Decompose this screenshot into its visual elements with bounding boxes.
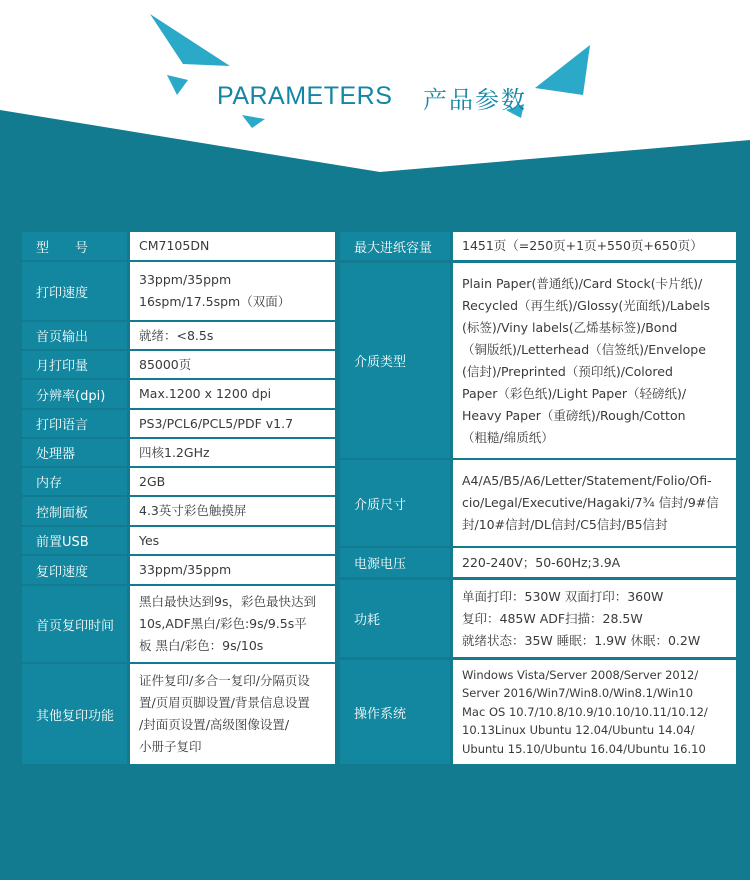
spec-value-line: Yes xyxy=(139,532,160,548)
header-banner xyxy=(0,0,750,230)
spec-label: 前置USB xyxy=(22,527,127,554)
spec-value-line: A4/A5/B5/A6/Letter/Statement/Folio/Ofi- xyxy=(462,473,712,488)
spec-label: 其他复印功能 xyxy=(22,664,127,764)
spec-value xyxy=(453,232,736,260)
spec-value-line: 220-240V；50-60Hz;3.9A xyxy=(462,554,621,570)
spec-label: 功耗 xyxy=(340,580,450,657)
spec-value-line: (标签)/Viny labels(乙烯基标签)/Bond xyxy=(462,319,678,335)
spec-label: 打印语言 xyxy=(22,410,127,437)
spec-row xyxy=(22,322,335,349)
spec-row xyxy=(340,548,736,577)
spec-value-line: 证件复印/多合一复印/分隔页设 xyxy=(139,673,310,688)
spec-value-line: 单面打印：530W 双面打印：360W xyxy=(462,588,664,604)
spec-label: 分辨率(dpi) xyxy=(22,380,127,408)
spec-value xyxy=(453,580,736,657)
spec-value xyxy=(130,351,335,378)
spec-value-line: 10s,ADF黑白/彩色:9s/9.5s平 xyxy=(139,616,307,631)
spec-value xyxy=(130,556,335,584)
spec-value xyxy=(130,497,335,525)
title-english: PARAMETERS xyxy=(217,82,393,110)
spec-value-line: Paper（彩色纸)/Light Paper（轻磅纸)/ xyxy=(462,385,687,401)
spec-label: 介质类型 xyxy=(340,263,450,458)
spec-value-line: 10.13Linux Ubuntu 12.04/Ubuntu 14.04/ xyxy=(462,723,695,738)
spec-value-line: （粗糙/绵质纸） xyxy=(462,429,554,445)
spec-row xyxy=(22,439,335,466)
spec-value xyxy=(130,664,335,764)
spec-value-line: Server 2016/Win7/Win8.0/Win8.1/Win10 xyxy=(462,686,694,701)
spec-row xyxy=(22,410,335,437)
spec-label: 处理器 xyxy=(22,439,127,466)
spec-value-line: Max.1200 x 1200 dpi xyxy=(139,386,272,401)
title-chinese: 产品参数 xyxy=(423,86,527,114)
spec-value-line: 1451页（=250页+1页+550页+650页） xyxy=(462,238,703,253)
spec-value-line: PS3/PCL6/PCL5/PDF v1.7 xyxy=(139,415,294,431)
spec-value-line: cio/Legal/Executive/Hagaki/7¾ 信封/9#信 xyxy=(462,495,719,510)
spec-label: 电源电压 xyxy=(340,548,450,577)
spec-value xyxy=(130,439,335,466)
spec-value-line: 就绪状态：35W 睡眠：1.9W 休眠：0.2W xyxy=(462,632,701,648)
spec-value-line: 2GB xyxy=(139,473,166,489)
spec-row xyxy=(22,527,335,554)
spec-row xyxy=(22,556,335,584)
spec-label: 内存 xyxy=(22,468,127,495)
spec-value xyxy=(130,322,335,349)
spec-value-line: 16spm/17.5spm（双面） xyxy=(139,294,291,309)
spec-label: 最大进纸容量 xyxy=(340,232,450,260)
spec-label: 介质尺寸 xyxy=(340,460,450,546)
spec-table xyxy=(22,232,736,764)
spec-value-line: 复印：485W ADF扫描：28.5W xyxy=(462,610,643,626)
spec-value xyxy=(130,468,335,495)
spec-value-line: Windows Vista/Server 2008/Server 2012/ xyxy=(462,667,699,682)
spec-row xyxy=(22,232,335,260)
banner-graphic xyxy=(0,0,750,230)
spec-label: 打印速度 xyxy=(22,262,127,320)
spec-row xyxy=(340,580,736,657)
spec-value-line: 四核1.2GHz xyxy=(139,444,210,460)
spec-label: 控制面板 xyxy=(22,497,127,525)
spec-row xyxy=(22,497,335,525)
spec-value-line: （铜版纸)/Letterhead（信签纸)/Envelope xyxy=(462,341,706,357)
spec-value xyxy=(130,262,335,320)
spec-row xyxy=(340,660,736,764)
spec-value-line: 4.3英寸彩色触摸屏 xyxy=(139,503,247,518)
spec-value-line: Mac OS 10.7/10.8/10.9/10.10/10.11/10.12/ xyxy=(462,704,708,719)
spec-label: 首页复印时间 xyxy=(22,586,127,662)
spec-value-line: 黑白最快达到9s，彩色最快达到 xyxy=(139,594,316,609)
spec-value-line: 33ppm/35ppm xyxy=(139,562,232,577)
spec-value xyxy=(453,263,736,458)
spec-row xyxy=(340,460,736,546)
spec-label: 型 号 xyxy=(22,232,127,260)
spec-value xyxy=(130,527,335,554)
spec-value xyxy=(453,460,736,546)
spec-value-line: Plain Paper(普通纸)/Card Stock(卡片纸)/ xyxy=(462,275,703,291)
spec-label: 首页输出 xyxy=(22,322,127,349)
spec-row xyxy=(340,263,736,458)
spec-value-line: 85000页 xyxy=(139,356,192,372)
spec-row xyxy=(22,262,335,320)
spec-row xyxy=(340,232,736,260)
spec-row xyxy=(22,380,335,408)
spec-value-line: 小册子复印 xyxy=(139,739,202,754)
spec-value-line: Heavy Paper（重磅纸)/Rough/Cotton xyxy=(462,407,686,423)
spec-value-line: CM7105DN xyxy=(139,238,210,253)
spec-label: 月打印量 xyxy=(22,351,127,378)
spec-value xyxy=(453,548,736,577)
spec-value-line: 封/10#信封/DL信封/C5信封/B5信封 xyxy=(462,517,668,532)
spec-value-line: Ubuntu 15.10/Ubuntu 16.04/Ubuntu 16.10 xyxy=(462,741,706,756)
spec-value-line: 33ppm/35ppm xyxy=(139,272,232,287)
spec-value-line: /封面页设置/高级图像设置/ xyxy=(139,717,290,732)
spec-value-line: 就绪：<8.5s xyxy=(139,327,214,343)
spec-value xyxy=(453,660,736,764)
spec-value xyxy=(130,586,335,662)
spec-row xyxy=(22,664,335,764)
spec-label: 操作系统 xyxy=(340,660,450,764)
spec-value-line: 板 黑白/彩色：9s/10s xyxy=(139,638,264,653)
spec-row xyxy=(22,351,335,378)
spec-value-line: 置/页眉页脚设置/背景信息设置 xyxy=(139,695,310,710)
spec-value xyxy=(130,410,335,437)
spec-label: 复印速度 xyxy=(22,556,127,584)
spec-value xyxy=(130,232,335,260)
spec-value-line: Recycled（再生纸)/Glossy(光面纸)/Labels xyxy=(462,297,711,313)
spec-value xyxy=(130,380,335,408)
spec-row xyxy=(22,586,335,662)
spec-value-line: (信封)/Preprinted（预印纸)/Colored xyxy=(462,363,673,379)
spec-row xyxy=(22,468,335,495)
